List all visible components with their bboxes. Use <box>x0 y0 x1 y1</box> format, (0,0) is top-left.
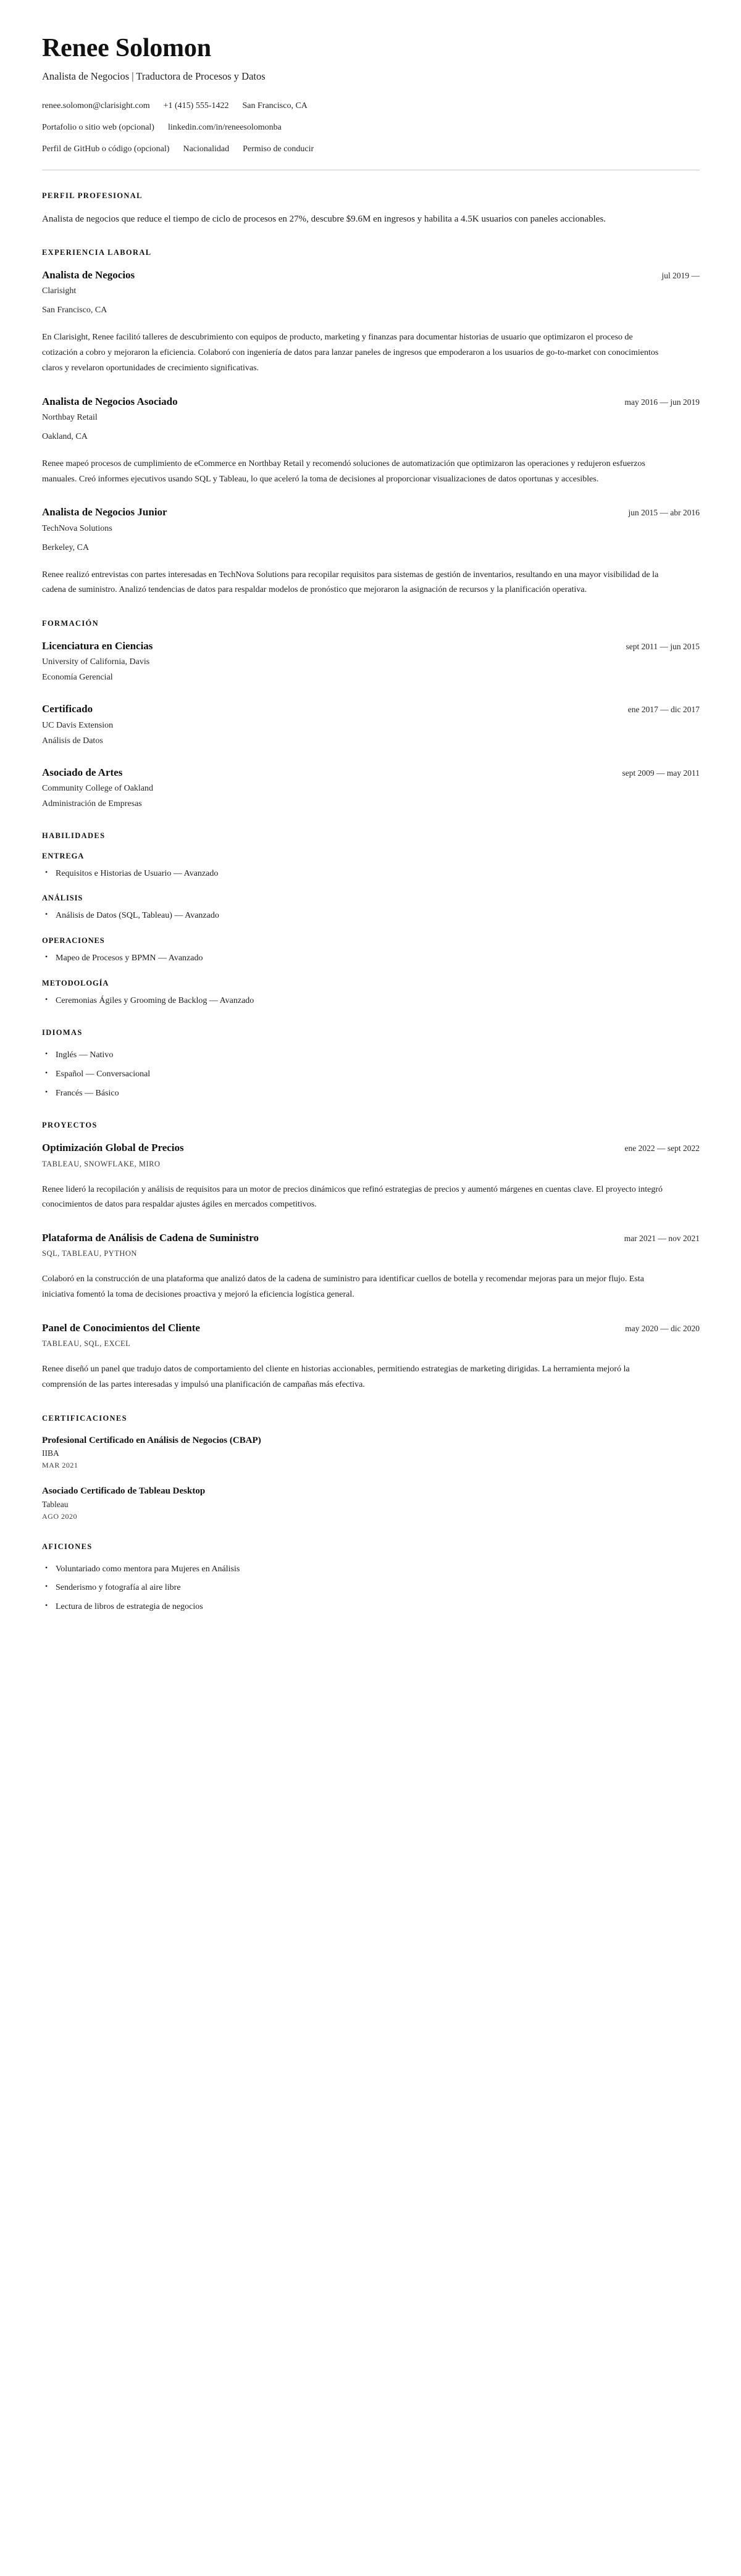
education-school: University of California, Davis <box>42 657 150 667</box>
skill-group <box>42 936 700 965</box>
education-entry <box>42 639 700 684</box>
contact-row-extra <box>42 143 700 156</box>
hobby-item: • Lectura de libros de estrategia de negocios <box>42 1600 700 1614</box>
skill-list <box>42 909 700 923</box>
language-item: • Francés — Básico <box>42 1087 700 1100</box>
experience-entry <box>42 505 700 598</box>
education-entry-head <box>42 766 700 779</box>
skill-group-title: OPERACIONES <box>42 936 105 945</box>
hobby-list <box>42 1563 700 1614</box>
education-school: Community College of Oakland <box>42 783 154 793</box>
language-list <box>42 1049 700 1100</box>
skill-group-title: ANÁLISIS <box>42 894 83 903</box>
education-entry <box>42 766 700 810</box>
experience-entry <box>42 268 700 376</box>
experience-location: San Francisco, CA <box>42 305 107 315</box>
summary-text: Analista de negocios que reduce el tiempo de ciclo de procesos en 27%, descubre $9.6M en ingresos y habilita a 4.5K usuarios con paneles accionables. <box>42 214 606 224</box>
contact-driving-licence: Permiso de conducir <box>243 144 314 154</box>
skill-item: • Mapeo de Procesos y BPMN — Avanzado <box>42 952 700 965</box>
project-title: Panel de Conocimientos del Cliente <box>42 1322 200 1334</box>
section-certifications <box>42 1414 700 1521</box>
skill-group <box>42 852 700 881</box>
project-date-range: mar 2021 — nov 2021 <box>624 1234 700 1244</box>
project-description: Colaboró en la construcción de una plataforma que analizó datos de la cadena de suministro para identificar cuellos de botella y recomendar mejoras para un mejor flujo. Esta iniciativa fomentó la toma de decisiones proactiva y mejoró la eficiencia logística general. <box>42 1274 644 1300</box>
project-title: Plataforma de Análisis de Cadena de Suministro <box>42 1232 259 1244</box>
contact-nationality: Nacionalidad <box>183 144 230 154</box>
skill-item: • Análisis de Datos (SQL, Tableau) — Avanzado <box>42 909 700 923</box>
experience-date-range: jun 2015 — abr 2016 <box>628 508 700 518</box>
education-entry <box>42 702 700 747</box>
education-field: Administración de Empresas <box>42 799 142 808</box>
experience-company: Northbay Retail <box>42 412 98 422</box>
contact-github[interactable]: Perfil de GitHub o código (opcional) <box>42 144 170 154</box>
experience-job-title: Analista de Negocios Junior <box>42 506 167 518</box>
project-description: Renee diseñó un panel que tradujo datos de comportamiento del cliente en historias accionables, permitiendo estrategias de marketing dirigidas. La herramienta mejoró la comprensión de las partes interesadas y impulsó una planificación de campañas más efectiva. <box>42 1365 630 1390</box>
hobby-item: • Voluntariado como mentora para Mujeres en Análisis <box>42 1563 700 1576</box>
section-title-languages: IDIOMAS <box>42 1028 83 1037</box>
section-projects <box>42 1121 700 1393</box>
section-title-experience: EXPERIENCIA LABORAL <box>42 247 152 257</box>
certification-issuer: IIBA <box>42 1448 59 1458</box>
section-title-summary: PERFIL PROFESIONAL <box>42 191 143 200</box>
project-entry-head <box>42 1231 700 1245</box>
education-school: UC Davis Extension <box>42 720 114 730</box>
candidate-headline: Analista de Negocios | Traductora de Procesos y Datos <box>42 70 266 83</box>
education-degree: Licenciatura en Ciencias <box>42 640 153 652</box>
section-title-hobbies: AFICIONES <box>42 1542 93 1551</box>
section-hobbies <box>42 1542 700 1614</box>
section-title-education: FORMACIÓN <box>42 619 99 628</box>
education-date-range: sept 2009 — may 2011 <box>622 768 700 778</box>
education-entry-head <box>42 702 700 716</box>
section-title-skills: HABILIDADES <box>42 831 106 840</box>
experience-entry-head <box>42 268 700 282</box>
contact-row-web <box>42 122 700 134</box>
project-entry-head <box>42 1321 700 1335</box>
certification-issuer: Tableau <box>42 1499 69 1509</box>
experience-entry <box>42 395 700 488</box>
certification-title: Asociado Certificado de Tableau Desktop <box>42 1486 206 1497</box>
skill-item: • Ceremonias Ágiles y Grooming de Backlog — Avanzado <box>42 994 700 1008</box>
section-summary <box>42 191 700 227</box>
section-title-projects: PROYECTOS <box>42 1121 98 1130</box>
skill-group-title: METODOLOGÍA <box>42 978 109 987</box>
education-field: Análisis de Datos <box>42 736 103 746</box>
skill-list <box>42 867 700 881</box>
experience-location: Berkeley, CA <box>42 542 90 552</box>
contact-linkedin[interactable]: linkedin.com/in/reneesolomonba <box>167 122 282 132</box>
project-date-range: ene 2022 — sept 2022 <box>624 1144 700 1153</box>
section-skills <box>42 831 700 1008</box>
certification-date: MAR 2021 <box>42 1461 78 1470</box>
contact-location: San Francisco, CA <box>242 101 308 110</box>
candidate-name: Renee Solomon <box>42 34 211 62</box>
experience-date-range: jul 2019 — <box>661 270 700 280</box>
experience-description: Renee realizó entrevistas con partes interesadas en TechNova Solutions para recopilar requisitos para sistemas de gestión de inventarios, resultando en una mayor visibilidad de la cadena de suministro. Analizó tendencias de datos para respaldar modelos de pronóstico que mejoraron la asignación de recursos y la planificación operativa. <box>42 570 659 595</box>
skill-list <box>42 994 700 1008</box>
certification-entry <box>42 1434 700 1470</box>
experience-job-title: Analista de Negocios <box>42 268 135 281</box>
education-degree: Asociado de Artes <box>42 766 123 778</box>
education-entry-head <box>42 639 700 653</box>
section-languages <box>42 1028 700 1100</box>
section-title-certifications: CERTIFICACIONES <box>42 1414 127 1423</box>
project-entry <box>42 1231 700 1303</box>
language-item: • Inglés — Nativo <box>42 1049 700 1062</box>
project-entry-head <box>42 1141 700 1155</box>
skill-group-title: ENTREGA <box>42 851 85 860</box>
certification-date: AGO 2020 <box>42 1511 77 1521</box>
project-entry <box>42 1321 700 1393</box>
contact-email[interactable]: renee.solomon@clarisight.com <box>42 101 150 110</box>
section-education <box>42 619 700 810</box>
skill-group <box>42 894 700 923</box>
certification-title: Profesional Certificado en Análisis de Negocios (CBAP) <box>42 1435 261 1446</box>
education-field: Economía Gerencial <box>42 673 113 683</box>
contact-row-primary <box>42 100 700 112</box>
experience-company: Clarisight <box>42 286 77 296</box>
experience-company: TechNova Solutions <box>42 523 112 533</box>
hobby-item: • Senderismo y fotografía al aire libre <box>42 1581 700 1595</box>
certification-entry <box>42 1485 700 1521</box>
experience-entry-head <box>42 395 700 409</box>
project-title: Optimización Global de Precios <box>42 1142 184 1154</box>
project-tech-stack: SQL, TABLEAU, PYTHON <box>42 1249 137 1258</box>
resume-header <box>42 35 700 170</box>
skill-group <box>42 979 700 1008</box>
experience-date-range: may 2016 — jun 2019 <box>624 397 700 407</box>
experience-entry-head <box>42 505 700 519</box>
education-degree: Certificado <box>42 703 93 715</box>
contact-phone[interactable]: +1 (415) 555-1422 <box>163 101 229 110</box>
experience-description: Renee mapeó procesos de cumplimiento de eCommerce en Northbay Retail y recomendó soluciones de automatización que optimizaron las operaciones y redujeron esfuerzos manuales. Creó informes ejecutivos usando SQL y Tableau, lo que aceleró la toma de decisiones al proporcionar visualizaciones de datos oportunas y accesibles. <box>42 459 645 484</box>
skill-list <box>42 952 700 965</box>
education-date-range: sept 2011 — jun 2015 <box>626 642 700 652</box>
experience-job-title: Analista de Negocios Asociado <box>42 395 178 407</box>
education-date-range: ene 2017 — dic 2017 <box>627 705 700 715</box>
language-item: • Español — Conversacional <box>42 1068 700 1081</box>
contact-portfolio[interactable]: Portafolio o sitio web (opcional) <box>42 122 154 132</box>
section-experience <box>42 248 700 599</box>
project-tech-stack: TABLEAU, SNOWFLAKE, MIRO <box>42 1159 161 1168</box>
experience-description: En Clarisight, Renee facilitó talleres de descubrimiento con equipos de producto, marketing y finanzas para documentar historias de usuario que optimizaron el proceso de cotización a cobro y mejoraron la eficiencia. Colaboró con ingeniería de datos para lanzar paneles de ingresos que empoderaron a los usuarios de go-to-market con conocimientos claros y revelaron oportunidades de crecimiento significativas. <box>42 332 659 373</box>
project-entry <box>42 1141 700 1213</box>
experience-location: Oakland, CA <box>42 431 88 441</box>
project-date-range: may 2020 — dic 2020 <box>625 1324 700 1334</box>
project-tech-stack: TABLEAU, SQL, EXCEL <box>42 1339 131 1348</box>
skill-item: • Requisitos e Historias de Usuario — Avanzado <box>42 867 700 881</box>
project-description: Renee lideró la recopilación y análisis de requisitos para un motor de precios dinámicos que refinó estrategias de precios y aumentó márgenes en cuentas clave. El proyecto integró conocimientos de datos para respaldar ajustes ágiles en mercados competitivos. <box>42 1184 663 1210</box>
